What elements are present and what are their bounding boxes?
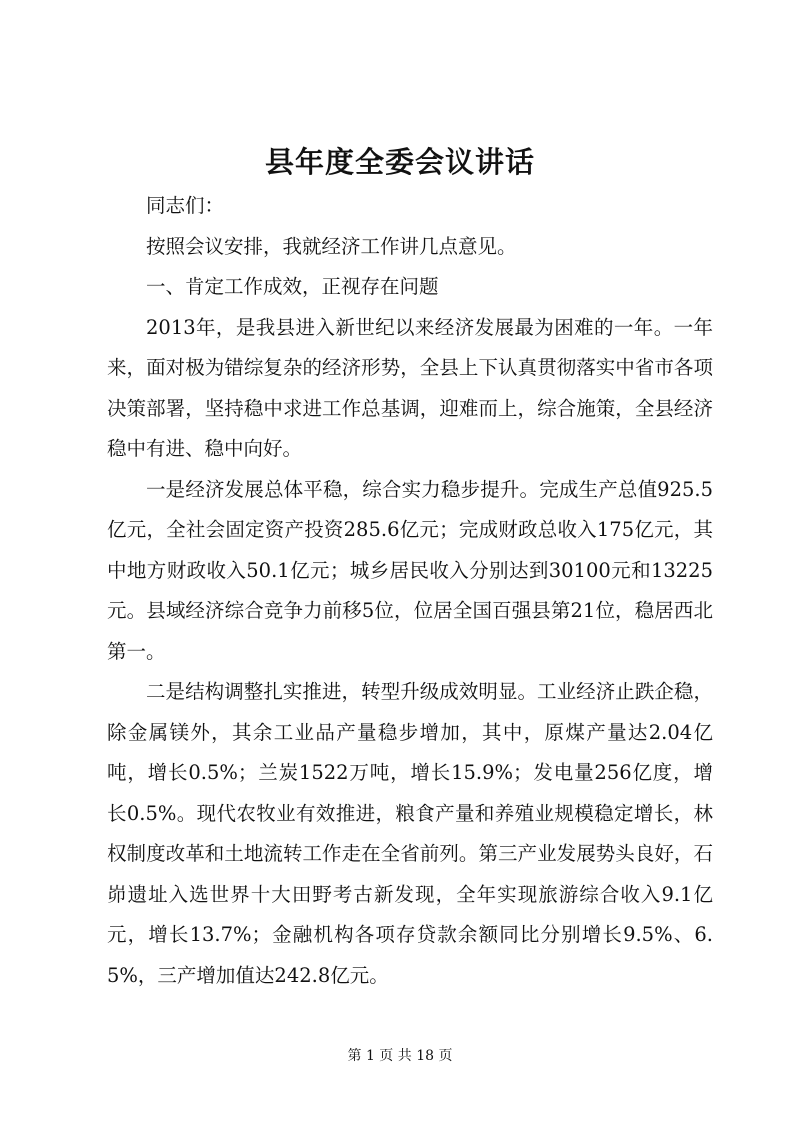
intro-paragraph: 按照会议安排，我就经济工作讲几点意见。 — [146, 234, 517, 258]
body-paragraph-structure: 二是结构调整扎实推进，转型升级成效明显。工业经济止跌企稳，除金属镁外，其余工业品产量稳步增加，其中，原煤产量达2.04亿吨，增长0.5%；兰炭1522万吨，增长15.9%；发电量256亿度，增长0.5%。现代农牧业有效推进，粮食产量和养殖业规模稳定增长，林权制度改革和土地流转工作走在全省前列。第三产业发展势头良好，石峁遗址入选世界十大田野考古新发现，全年实现旅游综合收入9.1亿元，增长13.7%；金融机构各项存贷款余额同比分别增长9.5%、6.5%，三产增加值达242.8亿元。 — [107, 680, 713, 987]
page-number-footer: 第 1 页 共 18 页 — [347, 1048, 453, 1064]
document-title: 县年度全委会议讲话 — [264, 145, 535, 179]
section-heading-1: 一、肯定工作成效，正视存在问题 — [146, 275, 439, 298]
body-paragraph-2013: 2013年，是我县进入新世纪以来经济发展最为困难的一年。一年来，面对极为错综复杂的经济形势，全县上下认真贯彻落实中省市各项决策部署，坚持稳中求进工作总基调，迎难而上，综合施策，全县经济稳中有进、稳中向好。 — [107, 315, 713, 460]
document-body — [107, 186, 713, 996]
body-paragraph-economy: 一是经济发展总体平稳，综合实力稳步提升。完成生产总值925.5亿元，全社会固定资产投资285.6亿元；完成财政总收入175亿元，其中地方财政收入50.1亿元；城乡居民收入分别达到30100元和13225元。县域经济综合竞争力前移5位，位居全国百强县第21位，稳居西北第一。 — [107, 477, 713, 663]
salutation-paragraph: 同志们： — [146, 194, 225, 217]
